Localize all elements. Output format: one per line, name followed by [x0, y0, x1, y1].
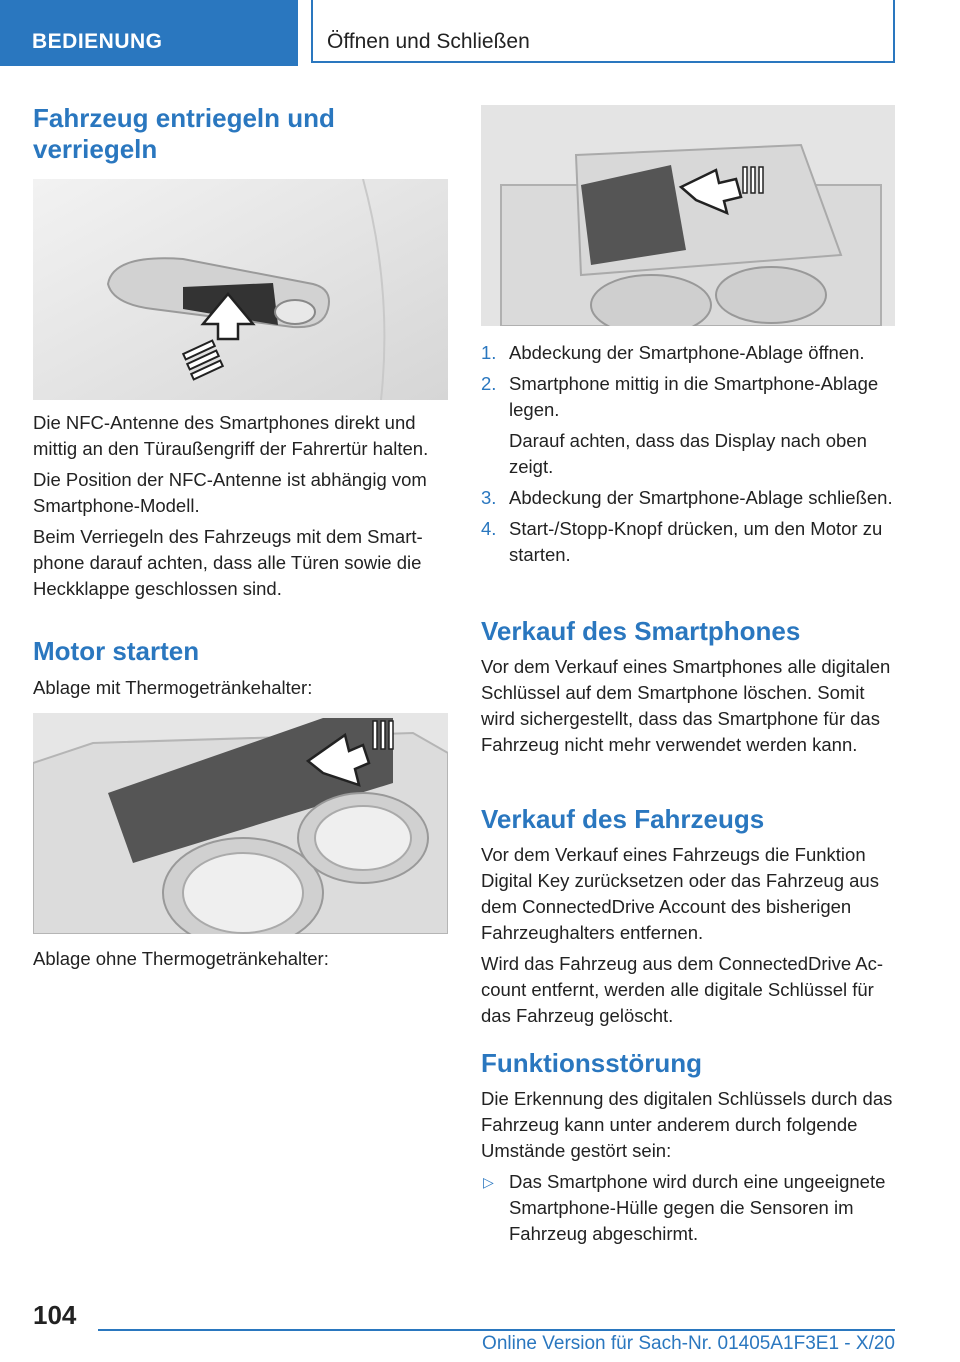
heading-funktionsstoerung: Funktionsstörung — [481, 1048, 702, 1078]
section-tab — [0, 0, 298, 66]
step-number: 1. — [481, 342, 497, 363]
para-verkauf-fahrzeug: Vor dem Verkauf eines Fahrzeugs die Funktion Digital Key zurücksetzen oder das Fahrzeug aus dem ConnectedDrive Account des bisherigen Fahrzeughalters entfernen. — [481, 844, 879, 943]
step-item — [481, 516, 896, 568]
step-text: Abdeckung der Smartphone-Ablage öffnen. — [509, 342, 865, 363]
footer-rule — [98, 1329, 895, 1331]
page-number: 104 — [33, 1300, 77, 1330]
bullet-text: Das Smartphone wird durch eine ungeeignete Smartphone-Hülle gegen die Sensoren im Fahrzeug abgeschirmt. — [509, 1171, 886, 1244]
step-text: Abdeckung der Smartphone-Ablage schließen. — [509, 487, 893, 508]
chapter-title: Öffnen und Schließen — [327, 30, 530, 53]
step-number: 3. — [481, 487, 497, 508]
para-nfc-antenna: Die NFC-Antenne des Smartphones direkt und mittig an den Türaußengriff der Fahrertür halten. — [33, 412, 429, 459]
cupholder-illustration — [33, 713, 448, 934]
footer-version-text: Online Version für Sach-Nr. 01405A1F3E1 - X/20 — [482, 1333, 895, 1354]
para-connecteddrive: Wird das Fahrzeug aus dem ConnectedDrive Account entfernt, werden alle digitale Schlüssel für das Fahrzeug gelöscht. — [481, 953, 884, 1026]
para-verriegeln: Beim Verriegeln des Fahrzeugs mit dem Smartphone darauf achten, dass alle Türen sowie die Heckklappe geschlossen sind. — [33, 526, 423, 599]
heading-entriegeln: Fahrzeug entriegeln und verriegeln — [33, 103, 335, 164]
para-ablage-mit: Ablage mit Thermogetränkehalter: — [33, 677, 313, 698]
step-item — [481, 371, 896, 480]
step-number: 4. — [481, 518, 497, 539]
step-item — [481, 485, 896, 511]
para-ablage-ohne: Ablage ohne Thermogetränkehalter: — [33, 948, 329, 969]
chapter-title-box — [311, 0, 895, 63]
para-verkauf-smartphone: Vor dem Verkauf eines Smartphones alle digitalen Schlüssel auf dem Smartphone löschen. Somit wird sichergestellt, dass das Smartphone für das Fahrzeug nicht mehr verwendet werden kann. — [481, 656, 891, 755]
door-handle-figure — [33, 179, 448, 400]
step-number: 2. — [481, 373, 497, 394]
bullet-item — [481, 1169, 896, 1247]
para-funktionsstoerung: Die Erkennung des digitalen Schlüssels durch das Fahrzeug kann unter anderem durch folgende Umstände gestört sein: — [481, 1088, 893, 1161]
stoerung-bullet-list — [481, 1169, 896, 1247]
smartphone-tray-figure — [481, 105, 895, 326]
heading-verkauf-smartphone: Verkauf des Smartphones — [481, 616, 801, 646]
section-label: BEDIENUNG — [32, 30, 163, 53]
smartphone-tray-illustration — [481, 105, 895, 326]
step-item — [481, 340, 896, 366]
start-steps-list — [481, 340, 896, 568]
step-text: Smartphone mittig in die Smartphone-Ablage legen. — [509, 373, 879, 420]
cupholder-figure — [33, 713, 448, 934]
door-handle-illustration — [33, 179, 448, 400]
step-subtext: Darauf achten, dass das Display nach oben zeigt. — [509, 430, 867, 477]
heading-verkauf-fahrzeug: Verkauf des Fahrzeugs — [481, 804, 765, 834]
triangle-bullet-icon: ▷ — [483, 1174, 494, 1190]
heading-motor-starten: Motor starten — [33, 636, 200, 666]
step-text: Start-/Stopp-Knopf drücken, um den Motor zu starten. — [509, 518, 883, 565]
para-nfc-position: Die Position der NFC-Antenne ist abhängig vom Smartphone-Modell. — [33, 469, 427, 516]
